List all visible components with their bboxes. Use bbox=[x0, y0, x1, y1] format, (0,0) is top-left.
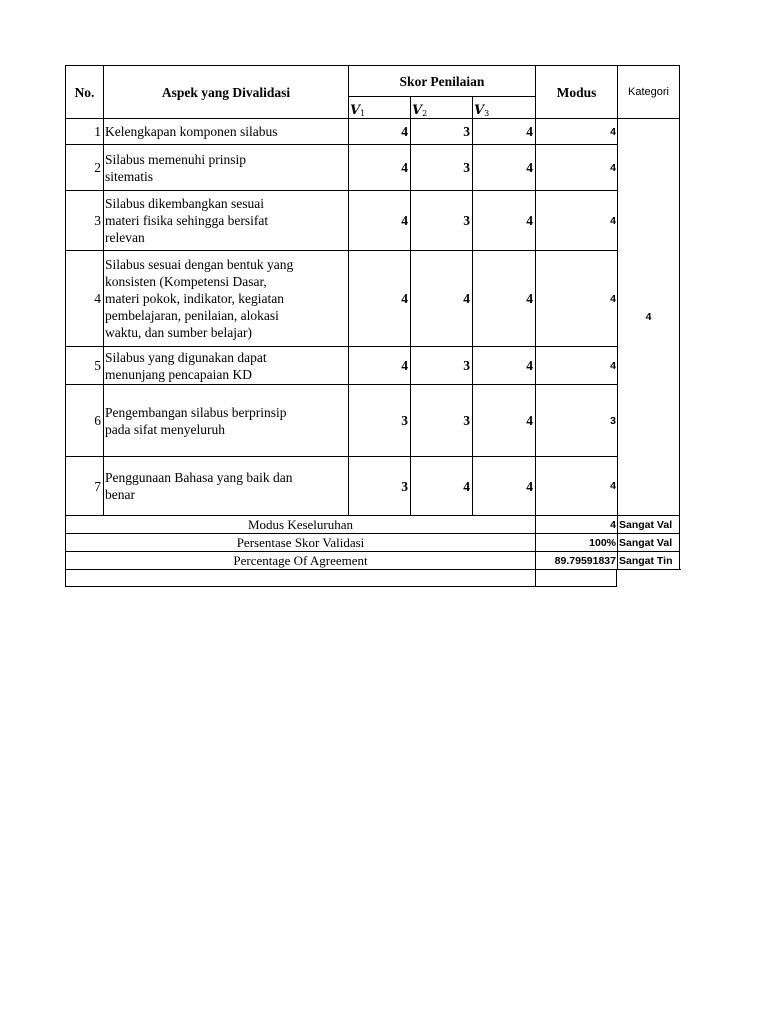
row-3-v1: 4 bbox=[348, 190, 410, 250]
summary-3-label: Percentage Of Agreement bbox=[65, 551, 535, 569]
header-skor-penilaian: Skor Penilaian bbox=[348, 65, 535, 96]
row-1-aspek bbox=[103, 118, 348, 144]
row-6-modus: 3 bbox=[535, 384, 617, 456]
row-6-no: 6 bbox=[65, 384, 103, 456]
row-1-v3: 4 bbox=[472, 118, 535, 144]
summary-1-label: Modus Keseluruhan bbox=[65, 515, 535, 533]
row-7-no: 7 bbox=[65, 456, 103, 515]
row-7-aspek-text: Penggunaan Bahasa yang baik dan benar bbox=[105, 470, 293, 502]
row-7-aspek bbox=[103, 456, 348, 515]
row-4-aspek bbox=[103, 250, 348, 346]
row-6-aspek bbox=[103, 384, 348, 456]
row-1-v2: 3 bbox=[410, 118, 472, 144]
row-7-v3: 4 bbox=[472, 456, 535, 515]
row-1-no: 1 bbox=[65, 118, 103, 144]
row-2-modus: 4 bbox=[535, 144, 617, 190]
summary-3-value: 89.79591837 bbox=[535, 551, 617, 569]
row-3-v3: 4 bbox=[472, 190, 535, 250]
header-no: No. bbox=[65, 65, 103, 118]
row-5-modus: 4 bbox=[535, 346, 617, 384]
empty-row-value bbox=[535, 569, 617, 587]
row-6-v1: 3 bbox=[348, 384, 410, 456]
header-v2-letter: V bbox=[412, 103, 423, 118]
summary-2-label: Persentase Skor Validasi bbox=[65, 533, 535, 551]
summary-1-kategori: Sangat Val bbox=[617, 515, 680, 533]
row-6-v2: 3 bbox=[410, 384, 472, 456]
row-1-aspek-text: Kelengkapan komponen silabus bbox=[105, 124, 278, 139]
row-7-v2: 4 bbox=[410, 456, 472, 515]
row-3-aspek-text: Silabus dikembangkan sesuai materi fisika sehingga bersifat relevan bbox=[105, 196, 269, 245]
header-v3 bbox=[472, 96, 535, 118]
header-v3-sub: 3 bbox=[484, 109, 490, 118]
summary-2-kategori: Sangat Val bbox=[617, 533, 680, 551]
row-5-aspek-text: Silabus yang digunakan dapat menunjang pencapaian KD bbox=[105, 349, 267, 382]
row-5-v2: 3 bbox=[410, 346, 472, 384]
row-6-aspek-text: Pengembangan silabus berprinsip pada sifat menyeluruh bbox=[105, 404, 287, 437]
header-modus: Modus bbox=[535, 65, 617, 118]
header-v1-sub: 1 bbox=[360, 109, 366, 118]
header-v3-letter: V bbox=[474, 103, 485, 118]
row-6-v3: 4 bbox=[472, 384, 535, 456]
row-2-v1: 4 bbox=[348, 144, 410, 190]
row-4-no: 4 bbox=[65, 250, 103, 346]
row-2-v2: 3 bbox=[410, 144, 472, 190]
row-2-aspek bbox=[103, 144, 348, 190]
validation-table bbox=[65, 65, 680, 589]
row-4-v2: 4 bbox=[410, 250, 472, 346]
summary-1-value: 4 bbox=[535, 515, 617, 533]
row-2-aspek-text: Silabus memenuhi prinsip sitematis bbox=[105, 151, 246, 184]
kategori-bottom-border bbox=[617, 569, 681, 570]
header-kategori: Kategori bbox=[617, 65, 680, 118]
header-v1 bbox=[348, 96, 410, 118]
row-3-no: 3 bbox=[65, 190, 103, 250]
row-3-v2: 3 bbox=[410, 190, 472, 250]
header-v2 bbox=[410, 96, 472, 118]
row-7-modus: 4 bbox=[535, 456, 617, 515]
row-1-v1: 4 bbox=[348, 118, 410, 144]
summary-2-value: 100% bbox=[535, 533, 617, 551]
kategori-merged-value: 4 bbox=[617, 118, 680, 515]
row-4-aspek-text: Silabus sesuai dengan bentuk yang konsisten (Kompetensi Dasar, materi pokok, indikator, kegiatan pembelajaran, penilaian, alokasi waktu, dan sumber belajar) bbox=[105, 257, 294, 340]
row-4-v3: 4 bbox=[472, 250, 535, 346]
row-5-v3: 4 bbox=[472, 346, 535, 384]
row-5-no: 5 bbox=[65, 346, 103, 384]
row-3-modus: 4 bbox=[535, 190, 617, 250]
empty-row-label bbox=[65, 569, 535, 587]
summary-3-kategori: Sangat Tin bbox=[617, 551, 680, 569]
row-1-modus: 4 bbox=[535, 118, 617, 144]
header-v1-letter: V bbox=[350, 103, 361, 118]
row-5-v1: 4 bbox=[348, 346, 410, 384]
row-5-aspek bbox=[103, 346, 348, 384]
header-aspek: Aspek yang Divalidasi bbox=[103, 65, 348, 118]
row-2-v3: 4 bbox=[472, 144, 535, 190]
row-7-v1: 3 bbox=[348, 456, 410, 515]
row-2-no: 2 bbox=[65, 144, 103, 190]
header-v2-sub: 2 bbox=[422, 109, 428, 118]
row-4-v1: 4 bbox=[348, 250, 410, 346]
row-3-aspek bbox=[103, 190, 348, 250]
row-4-modus: 4 bbox=[535, 250, 617, 346]
